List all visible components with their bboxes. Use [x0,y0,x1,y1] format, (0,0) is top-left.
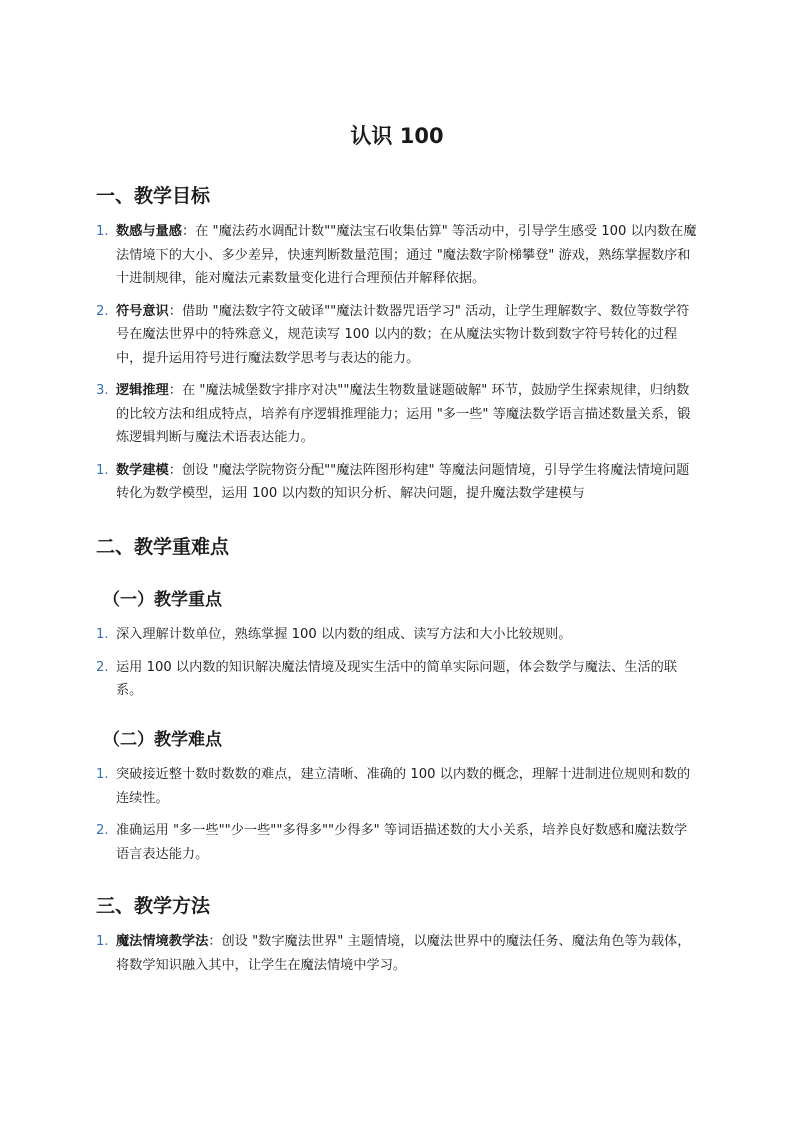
item-separator: ： [208,934,222,949]
list-item [96,300,698,371]
item-label: 魔法情境教学法 [116,934,209,949]
item-text: 创设 "数字魔法世界" 主题情境，以魔法世界中的魔法任务、魔法角色等为载体，将数学知识融入其中，让学生在魔法情境中学习。 [116,934,691,973]
section-heading-goals: 一、教学目标 [96,185,211,207]
item-separator: ： [168,462,182,478]
item-separator: ： [181,224,196,239]
list-item [96,220,698,291]
item-number: 2. [96,659,109,675]
item-label: 数感与量感 [116,224,182,239]
item-number: 1. [96,462,109,478]
list-item [96,656,698,703]
item-label: 符号意识 [116,303,169,319]
item-text: 借助 "魔法数字符文破译""魔法计数器咒语学习" 活动，让学生理解数字、数位等数学符号在魔法世界中的特殊意义，规范读写 100 以内的数；在从魔法实物计数到数字符号转化的过程中，提升运用符号进行魔法数学思考与表达的能力。 [116,303,690,366]
item-number: 2. [96,823,109,838]
item-number: 2. [96,303,109,319]
focus-list [96,623,698,712]
goals-list [96,220,698,515]
item-text: 创设 "魔法学院物资分配""魔法阵图形构建" 等魔法问题情境，引导学生将魔法情境问题转化为数学模型，运用 100 以内数的知识分析、解决问题，提升魔法数学建模与 [116,462,690,501]
list-item [96,763,698,810]
item-text: 在 "魔法药水调配计数""魔法宝石收集估算" 等活动中，引导学生感受 100 以内数在魔法情境下的大小、多少差异，快速判断数量范围；通过 "魔法数字阶梯攀登" 游戏，熟练掌握数序和十进制规律，能对魔法元素数量变化进行合理预估并解释依据。 [116,224,697,286]
item-label: 逻辑推理 [116,383,169,398]
item-number: 3. [96,383,109,398]
section-heading-methods: 三、教学方法 [96,895,211,917]
item-text: 在 "魔法城堡数字排序对决""魔法生物数量谜题破解" 环节，鼓励学生探索规律，归纳数的比较方法和组成特点，培养有序逻辑推理能力；运用 "多一些" 等魔法数学语言描述数量关系，锻炼逻辑判断与魔法术语表达能力。 [116,383,691,445]
methods-list [96,930,698,986]
item-separator: ： [168,303,182,319]
list-item [96,623,698,647]
item-text: 突破接近整十数时数数的难点，建立清晰、准确的 100 以内数的概念，理解十进制进位规则和数的连续性。 [116,767,691,806]
item-separator: ： [168,383,182,398]
subsection-heading-focus: （一）教学重点 [103,590,222,610]
subsection-heading-difficulty: （二）教学难点 [103,730,222,750]
item-number: 1. [96,627,109,642]
item-number: 1. [96,767,109,782]
item-number: 1. [96,224,109,239]
list-item [96,459,698,506]
difficulty-list [96,763,698,875]
document-title: 认识 100 [350,124,444,148]
item-label: 数学建模 [116,462,169,478]
item-text: 深入理解计数单位，熟练掌握 100 以内数的组成、读写方法和大小比较规则。 [116,627,572,642]
item-text: 运用 100 以内数的知识解决魔法情境及现实生活中的简单实际问题，体会数学与魔法、生活的联系。 [116,659,678,698]
item-number: 1. [96,934,109,949]
section-heading-keypoints: 二、教学重难点 [96,536,230,558]
list-item [96,930,698,977]
list-item [96,819,698,866]
list-item [96,379,698,450]
item-text: 准确运用 "多一些""少一些""多得多""少得多" 等词语描述数的大小关系，培养良好数感和魔法数学语言表达能力。 [116,823,688,862]
